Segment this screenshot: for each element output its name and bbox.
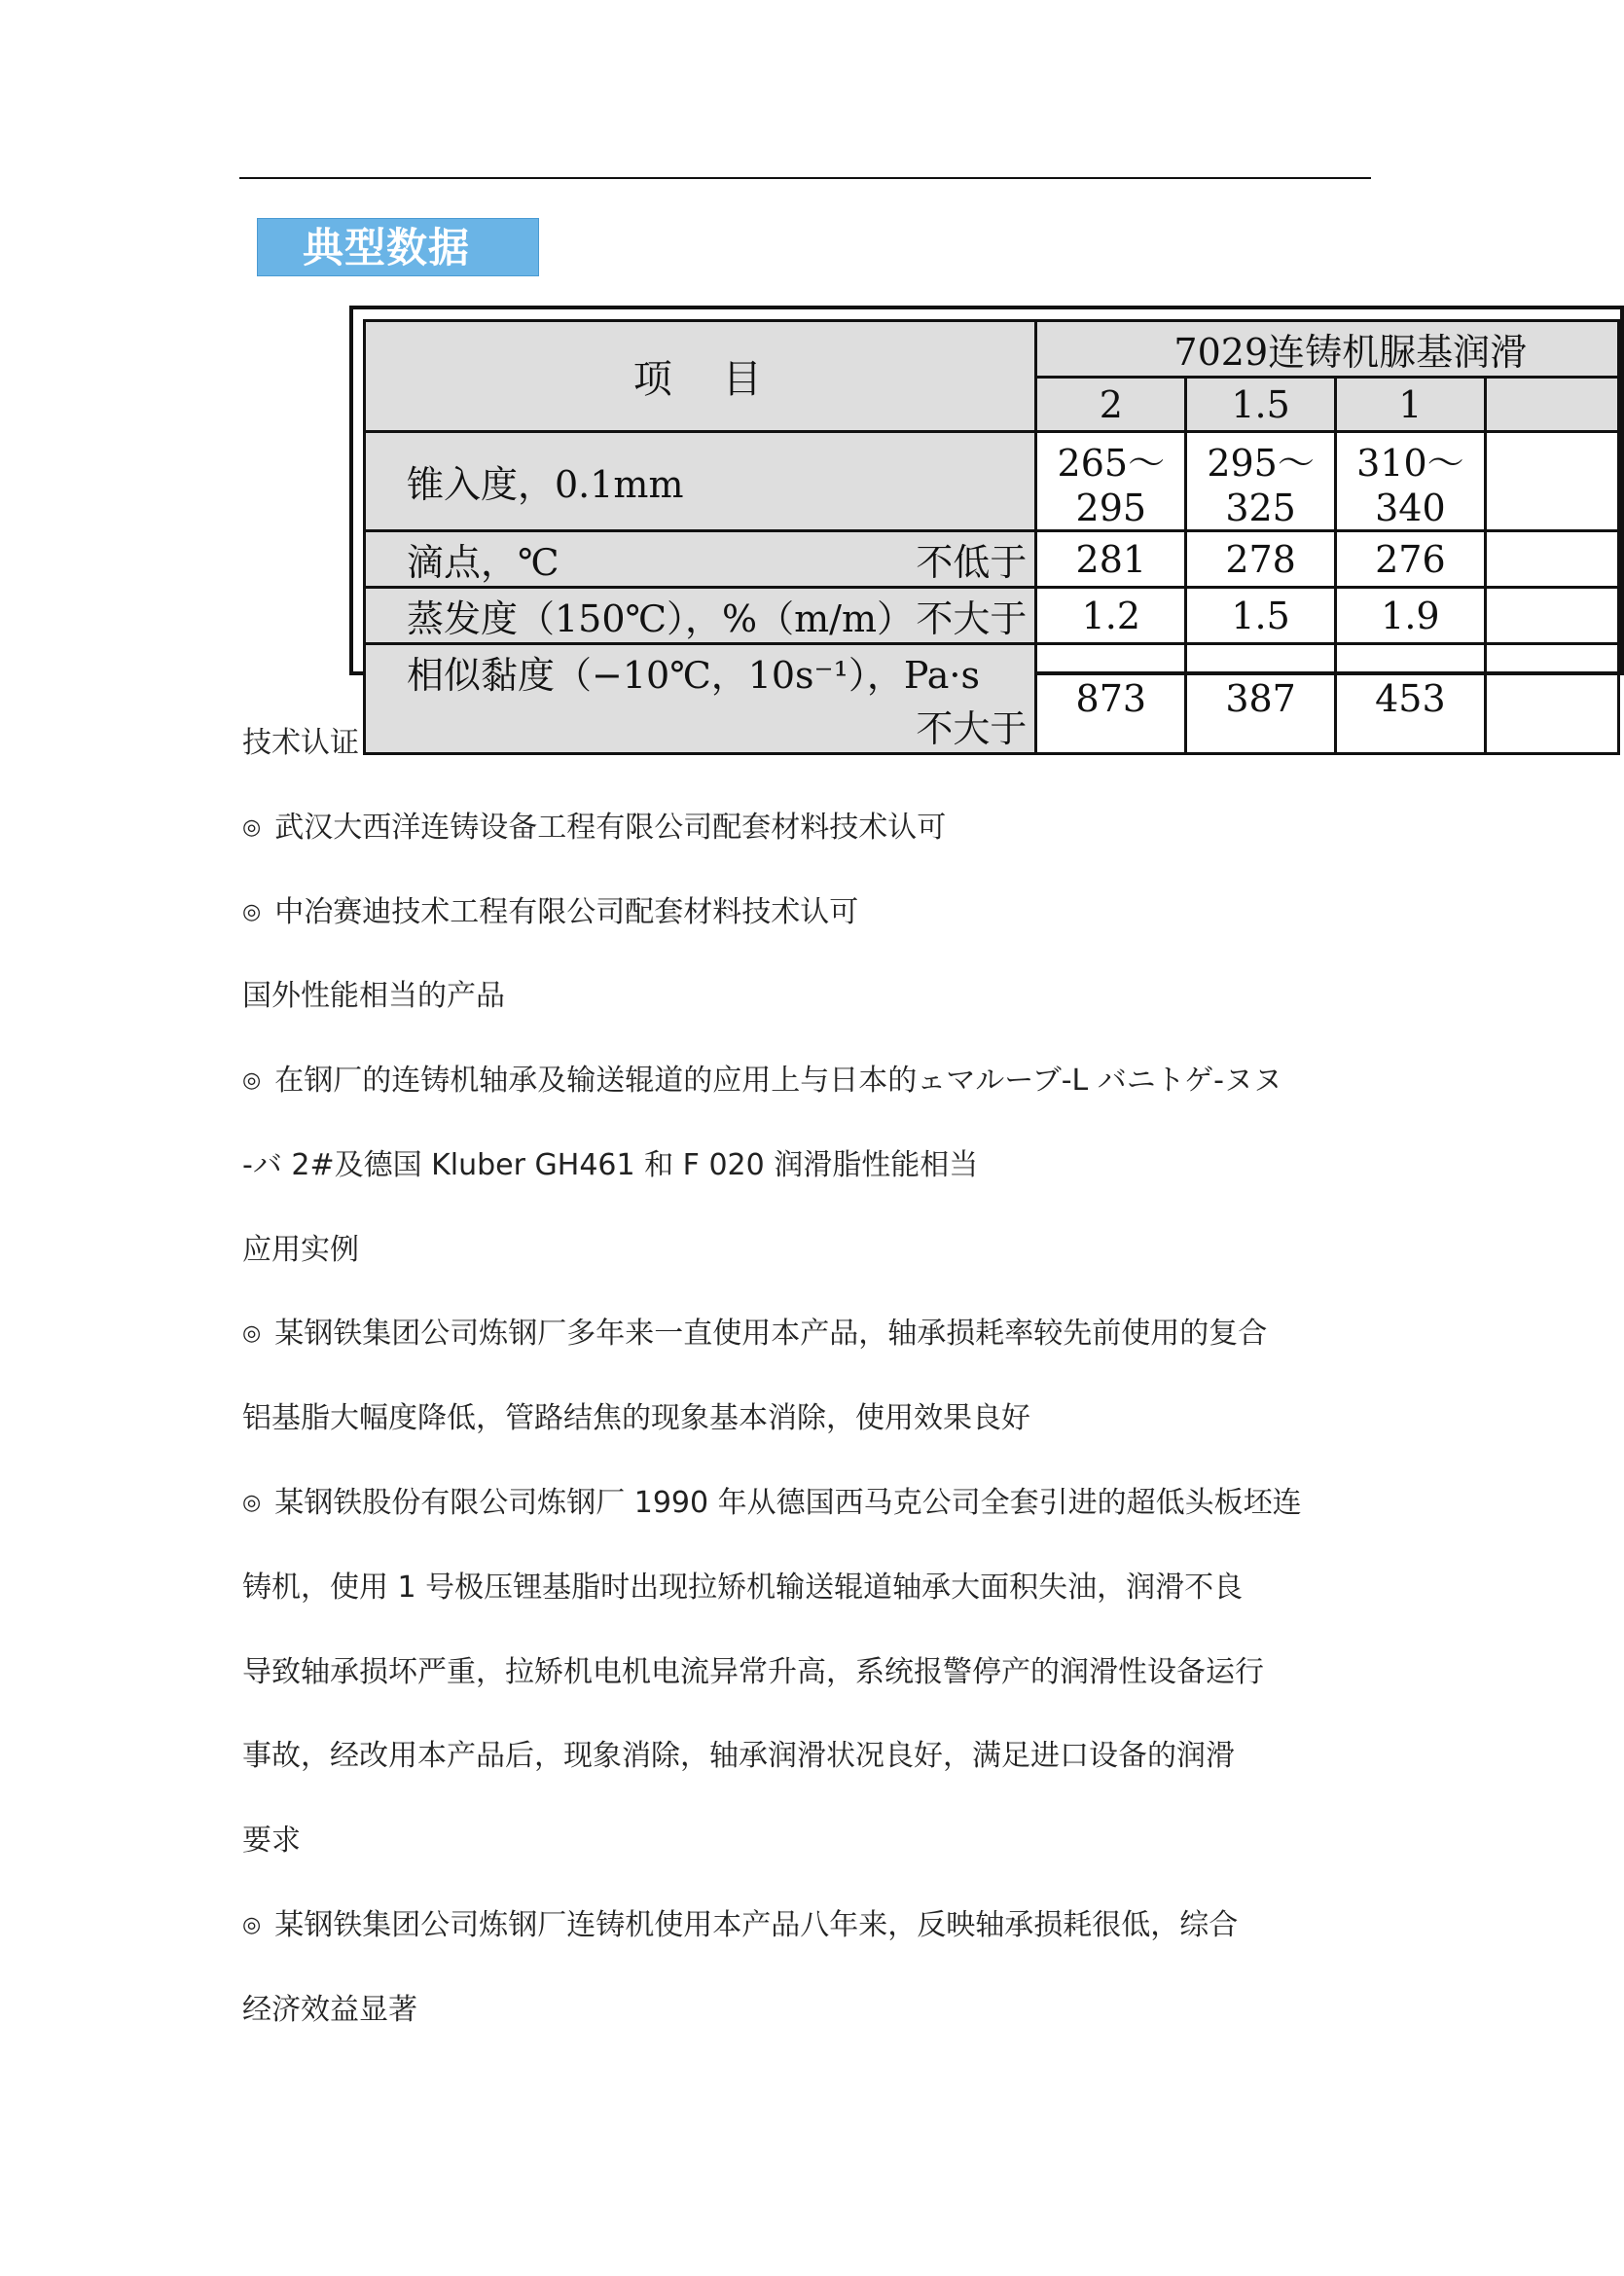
- table-cell: 1.9: [1335, 588, 1485, 644]
- paragraph-line: 事故，经改用本产品后，现象消除，轴承润滑状况良好，满足进口设备的润滑: [242, 1739, 1235, 1773]
- top-rule: [239, 177, 1371, 179]
- table-cell: [1485, 644, 1618, 754]
- row-label: [365, 432, 1036, 531]
- table-cell: 276: [1335, 531, 1485, 588]
- table-row: [365, 644, 1619, 754]
- row-condition: 不低于: [916, 541, 1028, 584]
- row-label-text: 滴点，℃: [407, 541, 559, 584]
- equiv-heading: 国外性能相当的产品: [242, 979, 505, 1013]
- list-item: [242, 893, 858, 932]
- product-column-header: 7029连铸机脲基润滑: [1036, 321, 1619, 378]
- table-cell: 295～325: [1186, 432, 1336, 531]
- list-item-text: 中冶赛迪技术工程有限公司配套材料技术认可: [274, 895, 859, 929]
- row-label: [365, 644, 1036, 754]
- table-cell: [1485, 531, 1618, 588]
- list-item: [242, 809, 946, 848]
- bullet-icon: ◎: [242, 1491, 262, 1515]
- grade-header: 1.5: [1186, 378, 1336, 432]
- table-cell: 387: [1186, 644, 1336, 754]
- paragraph-line: 要求: [242, 1824, 301, 1858]
- grade-header: [1485, 378, 1618, 432]
- grade-header: 2: [1036, 378, 1186, 432]
- typical-data-table: [363, 319, 1620, 755]
- table-cell: 265～295: [1036, 432, 1186, 531]
- item-column-header: 项 目: [365, 321, 1036, 432]
- paragraph-line: 铝基脂大幅度降低，管路结焦的现象基本消除，使用效果良好: [242, 1401, 1030, 1435]
- table-cell: 1.2: [1036, 588, 1186, 644]
- table-cell: [1485, 432, 1618, 531]
- row-condition: 不大于: [916, 597, 1028, 640]
- table-row: [365, 588, 1619, 644]
- list-item: [242, 1906, 1238, 1945]
- table-cell: 310～340: [1335, 432, 1485, 531]
- bullet-icon: ◎: [242, 1913, 262, 1937]
- paragraph-line: 铸机，使用 1 号极压锂基脂时出现拉矫机输送辊道轴承大面积失油，润滑不良: [242, 1571, 1244, 1605]
- bullet-icon: ◎: [242, 1068, 262, 1093]
- row-label: [365, 531, 1036, 588]
- bullet-icon: ◎: [242, 1321, 262, 1346]
- row-label-text: 蒸发度（150℃），%（m/m）: [407, 597, 915, 640]
- list-item-text: 某钢铁集团公司炼钢厂连铸机使用本产品八年来，反映轴承损耗很低，综合: [274, 1908, 1239, 1942]
- bullet-icon: ◎: [242, 900, 262, 924]
- grade-header: 1: [1335, 378, 1485, 432]
- list-item: [242, 1062, 1282, 1101]
- app-heading: 应用实例: [242, 1233, 359, 1267]
- row-label: [365, 588, 1036, 644]
- table-row: [365, 432, 1619, 531]
- row-label-text: 相似黏度（−10℃，10s⁻¹），Pa·s: [407, 654, 980, 697]
- row-condition: 不大于: [916, 707, 1028, 750]
- list-item: [242, 1315, 1267, 1354]
- cert-heading: 技术认证: [242, 726, 359, 760]
- table-cell: [1485, 588, 1618, 644]
- table-cell: 281: [1036, 531, 1186, 588]
- list-item-text: 武汉大西洋连铸设备工程有限公司配套材料技术认可: [274, 811, 947, 845]
- row-label-text: 锥入度，0.1mm: [407, 463, 684, 506]
- table-header-row: [365, 321, 1619, 378]
- table-cell: 1.5: [1186, 588, 1336, 644]
- bullet-icon: ◎: [242, 815, 262, 840]
- table-cell: 873: [1036, 644, 1186, 754]
- table-cell: 278: [1186, 531, 1336, 588]
- section-title-banner: 典型数据: [257, 218, 539, 276]
- list-item-text: 某钢铁股份有限公司炼钢厂 1990 年从德国西马克公司全套引进的超低头板坯连: [274, 1486, 1302, 1520]
- typical-data-table-frame: [349, 306, 1624, 750]
- paragraph-line: -バ 2#及德国 Kluber GH461 和 F 020 润滑脂性能相当: [242, 1148, 979, 1182]
- list-item-text: 在钢厂的连铸机轴承及输送辊道的应用上与日本的ェマルーブ-L バニトゲ-ヌヌ: [274, 1064, 1283, 1098]
- table-cell: 453: [1335, 644, 1485, 754]
- list-item-text: 某钢铁集团公司炼钢厂多年来一直使用本产品，轴承损耗率较先前使用的复合: [274, 1317, 1268, 1351]
- paragraph-line: 导致轴承损坏严重，拉矫机电机电流异常升高，系统报警停产的润滑性设备运行: [242, 1655, 1264, 1689]
- list-item: [242, 1484, 1302, 1523]
- paragraph-line: 经济效益显著: [242, 1993, 417, 2027]
- table-row: [365, 531, 1619, 588]
